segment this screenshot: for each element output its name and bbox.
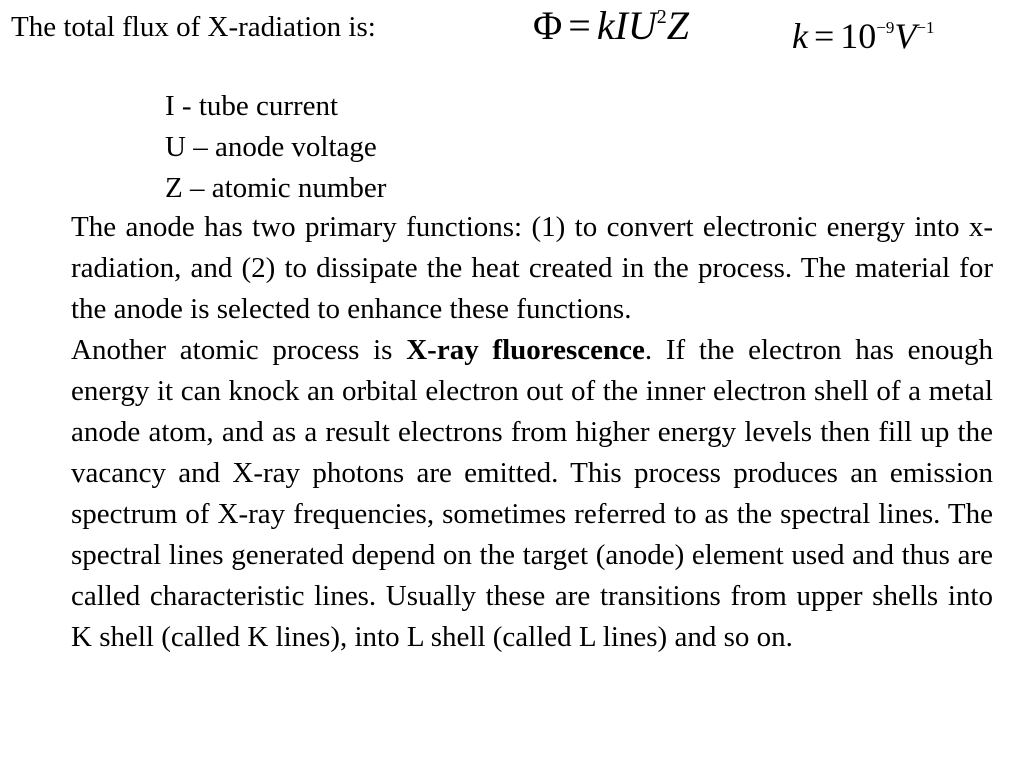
intro-text: The total flux of X-radiation is: [11,11,376,43]
flux-symbol: Φ [533,3,563,48]
equals-sign: = [813,16,835,56]
definition-item: U – anode voltage [165,131,377,163]
paragraph-lead: Another atomic process is [71,334,407,366]
exponent-2: 2 [656,6,667,28]
var-k: k [792,16,808,56]
body-text [71,207,993,658]
k-constant-formula [792,14,934,58]
base-ten: 10 [840,16,877,56]
exponent-neg9: −9 [876,18,895,37]
flux-formula [533,4,689,48]
var-u: U [627,3,657,48]
var-i: I [614,3,628,48]
paragraph-rest: . If the electron has enough energy it can knock an orbital electron out of the inner electron shell of a metal anode atom, and as a result electrons from higher energy levels then fill up the vacancy and X-ray photons are emitted. This process produces an emission spectrum of X-ray frequencies, sometimes referred to as the spectral lines. The spectral lines generated depend on the target (anode) element used and thus are called characteristic lines. Usually these are transitions from upper shells into K shell (called K lines), into L shell (called L lines) and so on. [71,334,993,653]
var-z: Z [666,3,690,48]
definition-item: I - tube current [165,90,339,122]
exponent-neg1: −1 [916,18,935,37]
var-v: V [894,16,917,56]
equals-sign: = [568,3,591,48]
definition-item: Z – atomic number [165,172,387,204]
term-xray-fluorescence: X-ray fluorescence [406,334,645,366]
var-k: k [596,3,615,48]
paragraph-anode: The anode has two primary functions: (1) to convert electronic energy into x-radiation, and (2) to dissipate the heat created in the process. The material for the anode is selected to enhance these functions. [71,211,993,325]
paragraph-fluorescence [71,330,993,658]
variable-definitions [165,86,386,209]
